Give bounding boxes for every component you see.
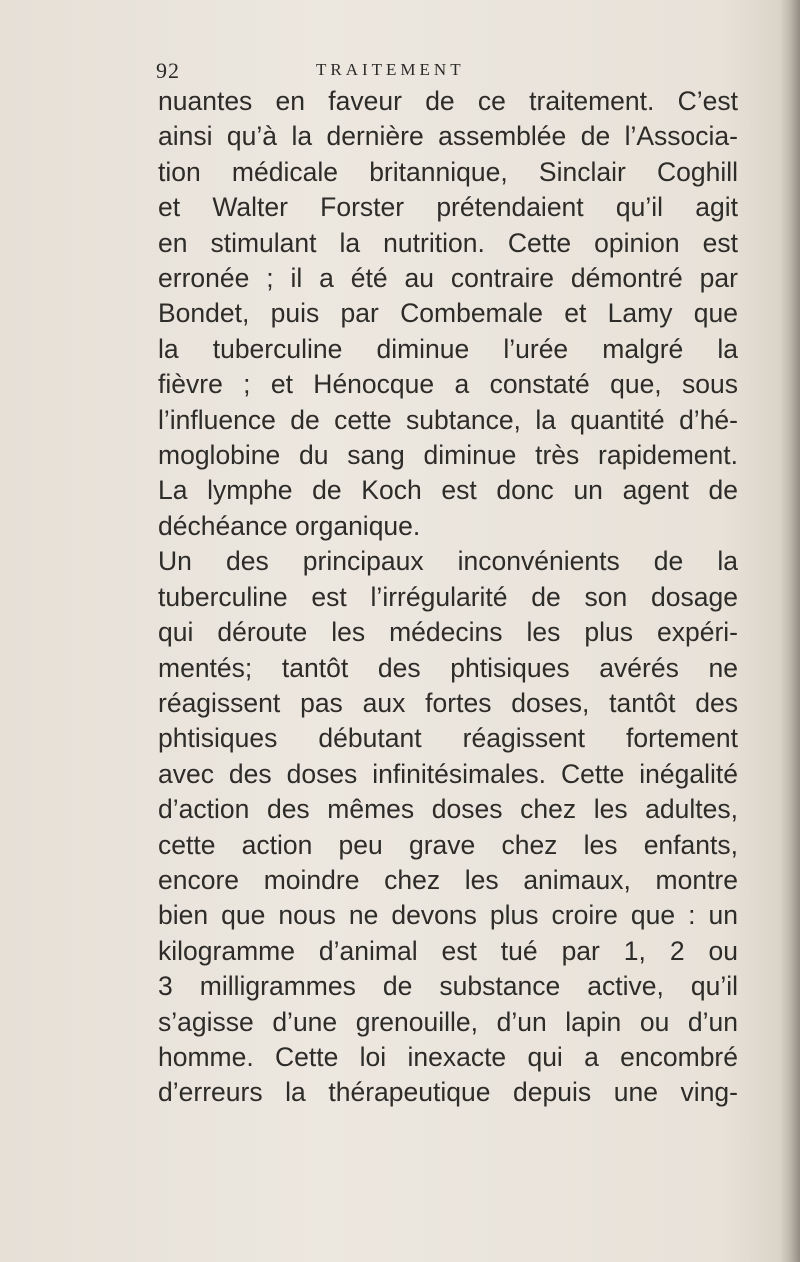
text-line: d’action des mêmes doses chez les adultes,: [158, 794, 738, 825]
page-number: 92: [156, 58, 180, 83]
body-text: [158, 84, 738, 1111]
text-line: tion médicale britannique, Sinclair Coghill: [158, 156, 738, 187]
text-line: phtisiques débutant réagissent fortement: [158, 723, 738, 754]
text-line: qui déroute les médecins les plus expéri-: [158, 617, 738, 648]
text-line: l’influence de cette subtance, la quantité d’hé-: [158, 404, 738, 435]
text-line: réagissent pas aux fortes doses, tantôt des: [158, 687, 738, 718]
page-edge-shadow: [780, 0, 800, 1262]
text-line: tuberculine est l’irrégularité de son dosage: [158, 581, 738, 612]
text-line: déchéance organique.: [158, 510, 421, 541]
text-line: erronée ; il a été au contraire démontré par: [158, 263, 738, 294]
text-line: avec des doses infinitésimales. Cette inégalité: [158, 758, 738, 789]
text-line: encore moindre chez les animaux, montre: [158, 864, 738, 895]
text-line: homme. Cette loi inexacte qui a encombré: [158, 1041, 738, 1072]
text-line: ainsi qu’à la dernière assemblée de l’Associa-: [158, 121, 738, 152]
text-line: kilogramme d’animal est tué par 1, 2 ou: [158, 935, 738, 966]
text-line: mentés; tantôt des phtisiques avérés ne: [158, 652, 738, 683]
text-line: nuantes en faveur de ce traitement. C’est: [158, 86, 738, 116]
text-line: 3 milligrammes de substance active, qu’il: [158, 971, 738, 1002]
text-line: fièvre ; et Hénocque a constaté que, sous: [158, 369, 738, 400]
text-line: en stimulant la nutrition. Cette opinion est: [158, 227, 738, 258]
text-line: moglobine du sang diminue très rapidement.: [158, 440, 738, 471]
text-line: d’erreurs la thérapeutique depuis une ving-: [158, 1077, 738, 1108]
running-title: TRAITEMENT: [316, 60, 465, 79]
text-line: et Walter Forster prétendaient qu’il agit: [158, 192, 738, 223]
text-line: cette action peu grave chez les enfants,: [158, 829, 738, 860]
text-line: Bondet, puis par Combemale et Lamy que: [158, 298, 738, 329]
text-line: bien que nous ne devons plus croire que : un: [158, 900, 738, 931]
text-line: La lymphe de Koch est donc un agent de: [158, 475, 738, 506]
text-line: s’agisse d’une grenouille, d’un lapin ou d’un: [158, 1006, 738, 1037]
text-line: la tuberculine diminue l’urée malgré la: [158, 333, 738, 364]
text-line: Un des principaux inconvénients de la: [158, 546, 738, 577]
